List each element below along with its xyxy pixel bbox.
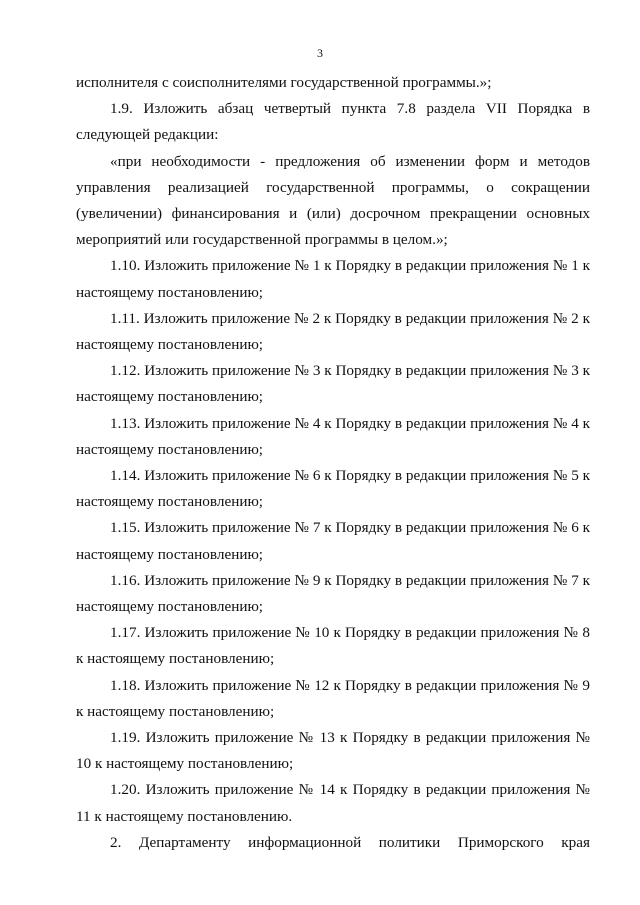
paragraph-1-16: 1.16. Изложить приложение № 9 к Порядку в редакции приложения № 7 к настоящему постановлению; [76, 571, 590, 616]
paragraph-1-10: 1.10. Изложить приложение № 1 к Порядку в редакции приложения № 1 к настоящему постановлению; [76, 257, 590, 301]
document-body [76, 70, 590, 856]
paragraph-1-12: 1.12. Изложить приложение № 3 к Порядку в редакции приложения № 3 к настоящему постановлению; [76, 362, 590, 406]
page-number: 3 [317, 46, 323, 60]
paragraph-2: 2. Департаменту информационной политики Приморского края [110, 833, 590, 851]
paragraph-1-20: 1.20. Изложить приложение № 14 к Порядку в редакции приложения № 11 к настоящему постановлению. [76, 781, 590, 825]
paragraph-continuation: исполнителя с соисполнителями государственной программы.»; [76, 74, 492, 91]
paragraph-1-15: 1.15. Изложить приложение № 7 к Порядку в редакции приложения № 6 к настоящему постановлению; [76, 519, 590, 563]
paragraph-quote: «при необходимости - предложения об изменении форм и методов управления реализацией государственной программы, о сокращении (увеличении) финансирования и (или) досрочном прекращении основных мероприятий или государственной программы в целом.»; [76, 152, 590, 249]
paragraph-1-17: 1.17. Изложить приложение № 10 к Порядку в редакции приложения № 8 к настоящему постановлению; [76, 624, 590, 668]
paragraph-1-9: 1.9. Изложить абзац четвертый пункта 7.8 раздела VII Порядка в следующей редакции: [76, 100, 590, 144]
paragraph-1-14: 1.14. Изложить приложение № 6 к Порядку в редакции приложения № 5 к настоящему постановлению; [76, 467, 590, 511]
paragraph-1-13: 1.13. Изложить приложение № 4 к Порядку в редакции приложения № 4 к настоящему постановлению; [76, 414, 590, 458]
paragraph-1-19: 1.19. Изложить приложение № 13 к Порядку в редакции приложения № 10 к настоящему постановлению; [76, 729, 590, 773]
paragraph-1-18: 1.18. Изложить приложение № 12 к Порядку в редакции приложения № 9 к настоящему постановлению; [76, 676, 590, 720]
paragraph-1-11: 1.11. Изложить приложение № 2 к Порядку в редакции приложения № 2 к настоящему постановлению; [76, 309, 590, 354]
